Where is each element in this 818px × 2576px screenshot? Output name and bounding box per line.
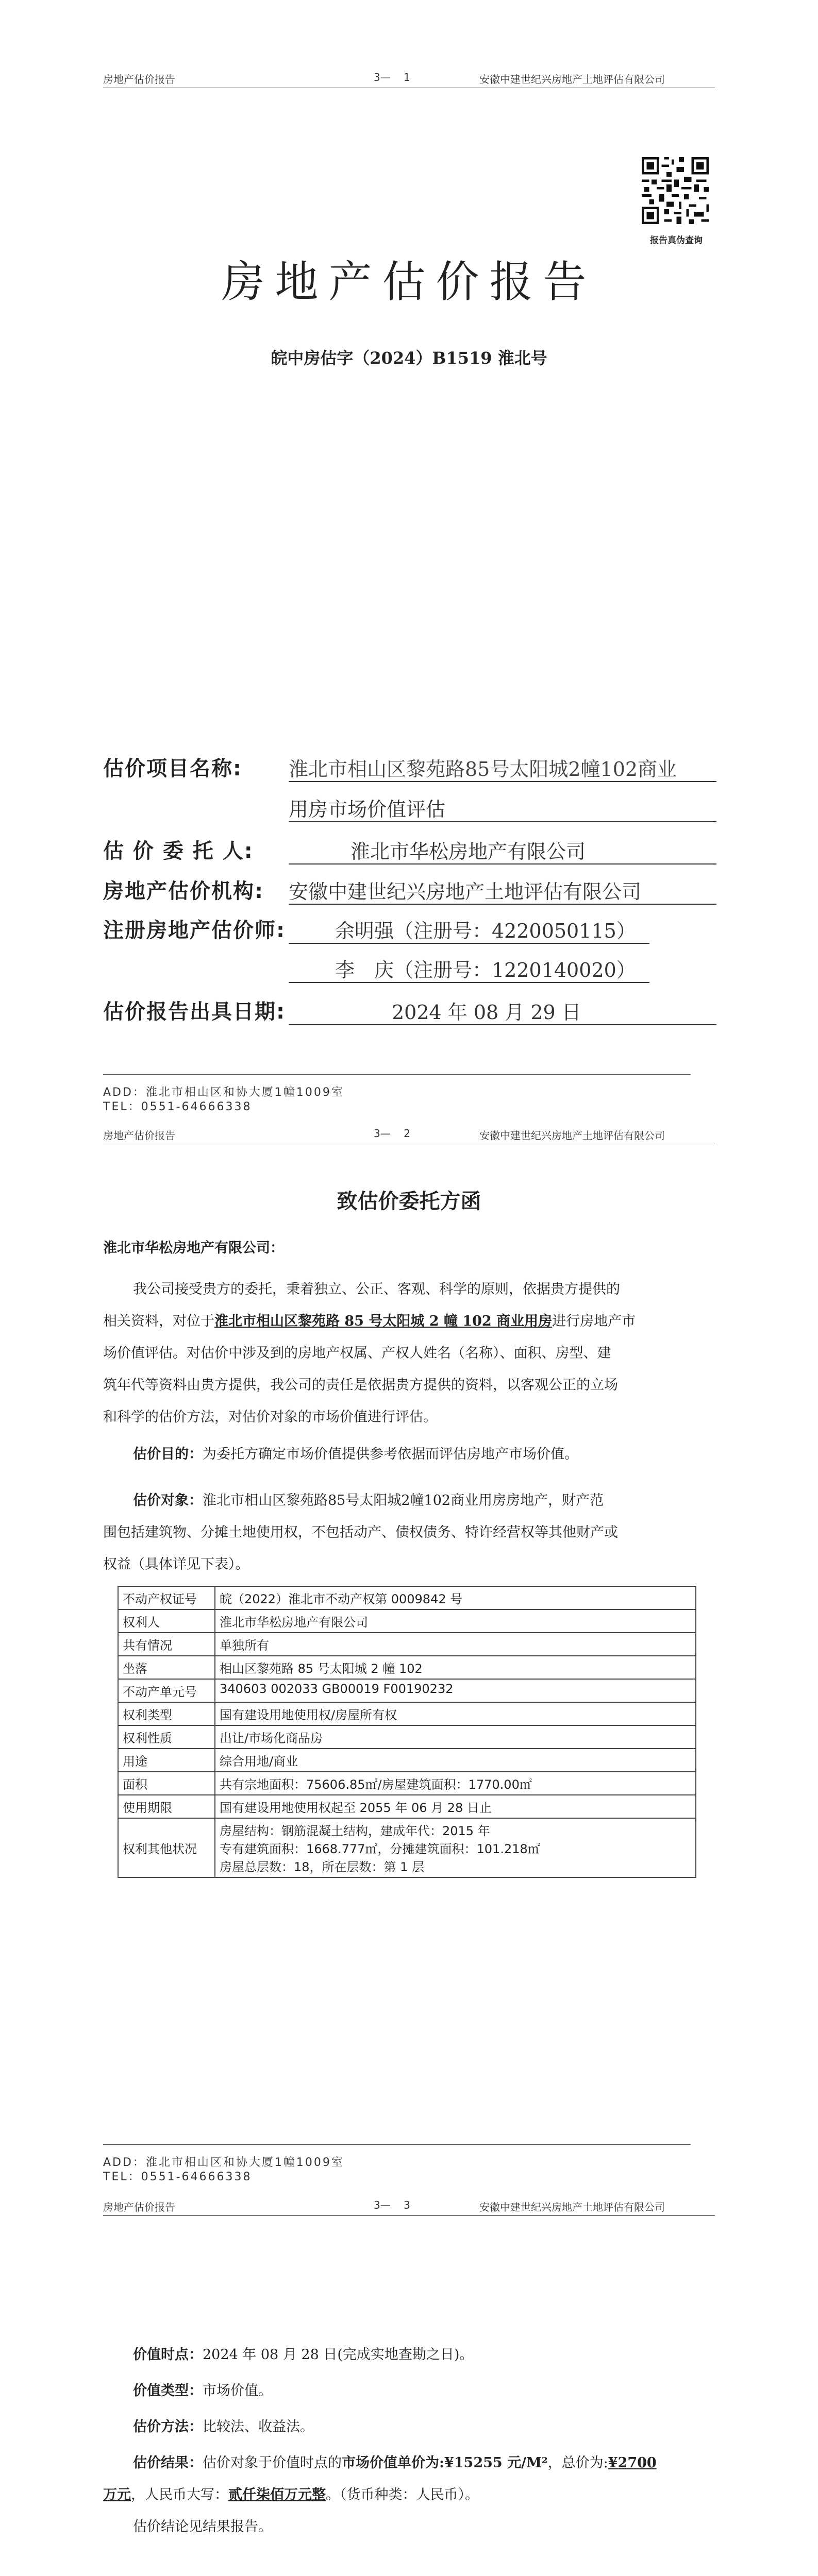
letter-addressee: 淮北市华松房地产有限公司： [103, 1240, 284, 1256]
project-name-value-line2: 用房市场价值评估 [289, 798, 446, 821]
header-page-number: 3— 1 [374, 71, 410, 83]
project-name-value: 淮北市相山区黎苑路85号太阳城2幢102商业 [289, 758, 677, 781]
footer-address: ADD：淮北市相山区和协大厦1幢1009室 [103, 1086, 344, 1099]
table-row: 用途 综合用地/商业 [118, 1749, 696, 1772]
page-header-2: 房地产估价报告 3— 2 安徽中建世纪兴房地产土地评估有限公司 [0, 1119, 818, 1146]
purpose-line: 估价目的：为委托方确定市场价值提供参考依据而评估房地产市场价值。 [133, 1446, 578, 1462]
issue-date-value: 2024 年 08 月 29 日 [392, 1001, 581, 1024]
object-line: 估价对象：淮北市相山区黎苑路85号太阳城2幢102商业用房房地产，财产范 [133, 1493, 604, 1509]
table-row: 坐落 相山区黎苑路 85 号太阳城 2 幢 102 [118, 1656, 696, 1679]
project-name-label: 估价项目名称: [103, 757, 242, 781]
agency-label: 房地产估价机构: [103, 879, 264, 903]
agency-value: 安徽中建世纪兴房地产土地评估有限公司 [289, 880, 642, 903]
table-row: 权利其他状况 房屋结构：钢筋混凝土结构，建成年代：2015 年 专有建筑面积：1668.777㎡，分摊建筑面积：101.218㎡ 房屋总层数：18，所在层数：第 1 层 [118, 1818, 696, 1877]
letter-paragraph-line: 相关资料，对位于淮北市相山区黎苑路 85 号太阳城 2 幢 102 商业用房进行房地产市 [103, 1313, 636, 1329]
page-header-1 [0, 63, 818, 90]
table-row: 使用期限 国有建设用地使用权起至 2055 年 06 月 28 日止 [118, 1795, 696, 1818]
value-time-line: 价值时点：2024 年 08 月 28 日(完成实地查勘之日)。 [133, 2347, 474, 2363]
table-row: 共有情况 单独所有 [118, 1633, 696, 1656]
table-row: 权利人 淮北市华松房地产有限公司 [118, 1609, 696, 1633]
client-label: 估 价 委 托 人: [103, 839, 254, 863]
report-title: 房地产估价报告 [221, 257, 597, 307]
appraiser-1: 余明强（注册号：4220050115） [335, 920, 636, 942]
result-line: 估价结果：估价对象于价值时点的市场价值单价为:¥15255 元/M²，总价为:¥2700 [133, 2455, 657, 2471]
header-report-type: 房地产估价报告 [103, 73, 175, 86]
result-line-2: 万元，人民币大写：贰仟柒佰万元整。（货币种类：人民币）。 [103, 2487, 479, 2503]
method-line: 估价方法：比较法、收益法。 [133, 2419, 314, 2435]
table-row: 权利类型 国有建设用地使用权/房屋所有权 [118, 1702, 696, 1725]
table-row: 面积 共有宗地面积：75606.85㎡/房屋建筑面积：1770.00㎡ [118, 1772, 696, 1795]
table-row: 权利性质 出让/市场化商品房 [118, 1725, 696, 1749]
appraiser-label: 注册房地产估价师: [103, 919, 286, 942]
footer-tel: TEL：0551-64666338 [103, 1100, 252, 1113]
letter-title: 致估价委托方函 [337, 1189, 481, 1213]
value-type-line: 价值类型：市场价值。 [133, 2383, 272, 2399]
report-number: 皖中房估字（2024）B1519 淮北号 [271, 348, 547, 368]
header-company: 安徽中建世纪兴房地产土地评估有限公司 [479, 73, 665, 86]
qr-code-icon[interactable] [639, 155, 711, 227]
qr-caption: 报告真伪查询 [650, 235, 703, 246]
property-rights-table [118, 1586, 696, 1878]
page-header-3: 房地产估价报告 3— 3 安徽中建世纪兴房地产土地评估有限公司 [0, 2191, 818, 2217]
table-row: 不动产单元号 340603 002033 GB00019 F00190232 [118, 1679, 696, 1702]
detail-line: 估价结论见结果报告。 [133, 2519, 272, 2535]
appraiser-2: 李 庆（注册号：1220140020） [335, 959, 636, 981]
table-row: 不动产权证号 皖（2022）淮北市不动产权第 0009842 号 [118, 1586, 696, 1609]
client-value: 淮北市华松房地产有限公司 [350, 840, 586, 863]
issue-date-label: 估价报告出具日期: [103, 1000, 286, 1024]
